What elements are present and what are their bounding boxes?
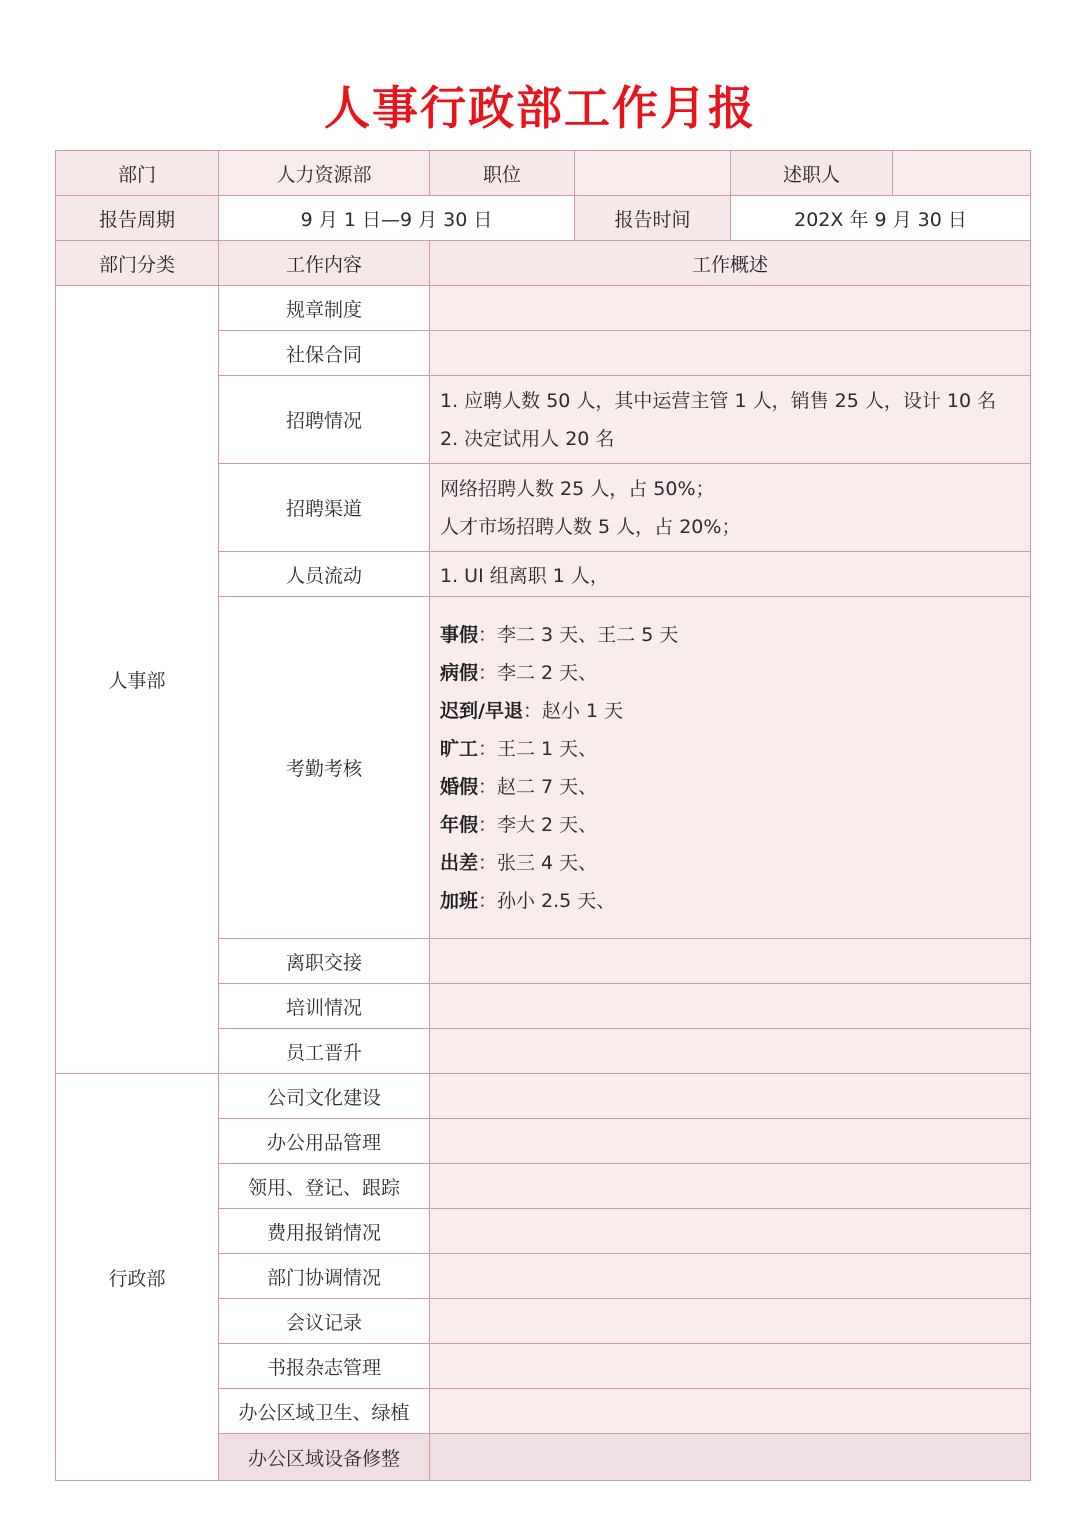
item-recruit-status: 招聘情况 [219, 376, 430, 464]
header-row-2 [56, 196, 1031, 241]
recruit-status-line: 1. 应聘人数 50 人，其中运营主管 1 人，销售 25 人，设计 10 名 [440, 389, 997, 412]
dept-value[interactable]: 人力资源部 [219, 151, 430, 196]
attendance-line: 出差：张三 4 天、 [440, 851, 598, 874]
admin-desc[interactable] [430, 1254, 1031, 1299]
table-row [56, 286, 1031, 331]
admin-desc[interactable] [430, 1389, 1031, 1434]
attendance-line: 婚假：赵二 7 天、 [440, 775, 598, 798]
report-table [55, 150, 1031, 1481]
desc-insurance[interactable] [430, 331, 1031, 376]
recruit-channel-line: 人才市场招聘人数 5 人，占 20%； [440, 515, 741, 538]
item-turnover: 人员流动 [219, 552, 430, 597]
attendance-line: 加班：孙小 2.5 天、 [440, 889, 616, 912]
position-value[interactable] [575, 151, 731, 196]
item-training: 培训情况 [219, 984, 430, 1029]
header-row-1 [56, 151, 1031, 196]
admin-item: 办公用品管理 [219, 1119, 430, 1164]
position-label: 职位 [430, 151, 575, 196]
admin-category: 行政部 [56, 1074, 219, 1481]
admin-item: 会议记录 [219, 1299, 430, 1344]
admin-desc[interactable] [430, 1119, 1031, 1164]
report-time-value[interactable]: 202X 年 9 月 30 日 [731, 196, 1031, 241]
item-attendance: 考勤考核 [219, 597, 430, 939]
admin-desc[interactable] [430, 1344, 1031, 1389]
content-header: 工作内容 [219, 241, 430, 286]
item-promotion: 员工晋升 [219, 1029, 430, 1074]
hr-category: 人事部 [56, 286, 219, 1074]
desc-training[interactable] [430, 984, 1031, 1029]
item-handover: 离职交接 [219, 939, 430, 984]
desc-recruit-channel[interactable] [430, 464, 1031, 552]
admin-item: 书报杂志管理 [219, 1344, 430, 1389]
admin-item: 费用报销情况 [219, 1209, 430, 1254]
admin-desc[interactable] [430, 1164, 1031, 1209]
admin-item: 公司文化建设 [219, 1074, 430, 1119]
attendance-line: 旷工：王二 1 天、 [440, 737, 598, 760]
reporter-label: 述职人 [731, 151, 893, 196]
desc-promotion[interactable] [430, 1029, 1031, 1074]
recruit-status-line: 2. 决定试用人 20 名 [440, 427, 615, 450]
attendance-line: 年假：李大 2 天、 [440, 813, 598, 836]
summary-header: 工作概述 [430, 241, 1031, 286]
admin-item: 领用、登记、跟踪 [219, 1164, 430, 1209]
desc-recruit-status[interactable] [430, 376, 1031, 464]
attendance-line: 事假：李二 3 天、王二 5 天 [440, 623, 679, 646]
period-value[interactable]: 9 月 1 日—9 月 30 日 [219, 196, 575, 241]
admin-desc[interactable] [430, 1299, 1031, 1344]
category-header: 部门分类 [56, 241, 219, 286]
desc-attendance[interactable] [430, 597, 1031, 939]
attendance-line: 病假：李二 2 天、 [440, 661, 598, 684]
admin-desc[interactable] [430, 1074, 1031, 1119]
admin-desc[interactable] [430, 1434, 1031, 1481]
item-rules: 规章制度 [219, 286, 430, 331]
report-time-label: 报告时间 [575, 196, 731, 241]
desc-handover[interactable] [430, 939, 1031, 984]
reporter-value[interactable] [893, 151, 1031, 196]
admin-item: 办公区域卫生、绿植 [219, 1389, 430, 1434]
attendance-line: 迟到/早退：赵小 1 天 [440, 699, 624, 722]
desc-rules[interactable] [430, 286, 1031, 331]
desc-turnover[interactable]: 1. UI 组离职 1 人， [430, 552, 1031, 597]
admin-item: 办公区域设备修整 [219, 1434, 430, 1481]
table-row [56, 1074, 1031, 1119]
dept-label: 部门 [56, 151, 219, 196]
report-title: 人事行政部工作月报 [324, 81, 756, 135]
recruit-channel-line: 网络招聘人数 25 人，占 50%； [440, 477, 715, 500]
admin-desc[interactable] [430, 1209, 1031, 1254]
item-insurance: 社保合同 [219, 331, 430, 376]
column-header-row [56, 241, 1031, 286]
admin-item: 部门协调情况 [219, 1254, 430, 1299]
item-recruit-channel: 招聘渠道 [219, 464, 430, 552]
period-label: 报告周期 [56, 196, 219, 241]
